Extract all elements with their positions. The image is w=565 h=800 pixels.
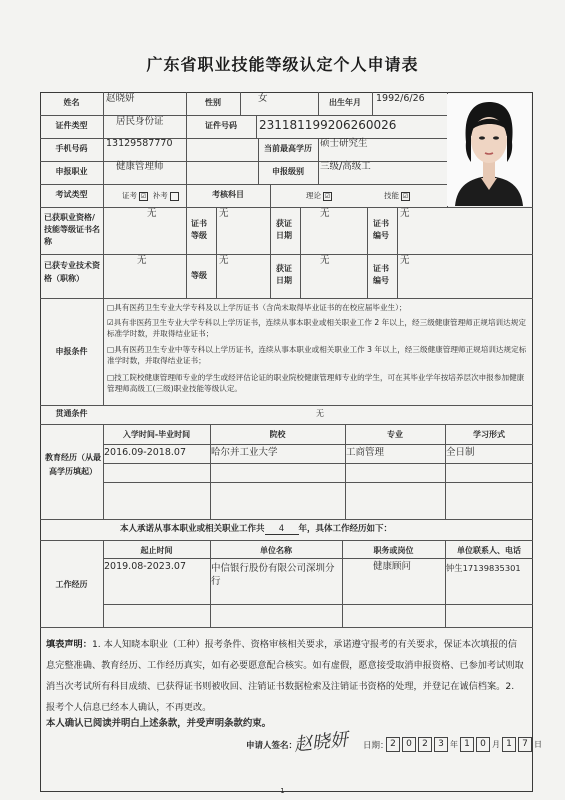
- birth-value: 1992/6/26: [376, 93, 425, 104]
- label-phone: 手机号码: [55, 144, 88, 153]
- edu-major-value: 工商管理: [346, 447, 385, 458]
- label-exam-type: 考试类型: [55, 190, 88, 199]
- edu-header-time: 入学时间-毕业时间: [122, 430, 191, 439]
- vq-level-value: 无: [219, 208, 229, 219]
- edu-header-school: 院校: [269, 430, 286, 439]
- tq-level-value: 无: [219, 255, 229, 266]
- work-header-time: 起止时间: [140, 546, 173, 555]
- label-issue-date: 获证日期: [276, 219, 292, 240]
- education-value: 硕士研究生: [320, 138, 368, 149]
- label-name: 姓名: [63, 98, 80, 107]
- vq-date-value: 无: [320, 208, 330, 219]
- condition-item-4: □技工院校健康管理师专业的学生或经评估论证的职业院校健康管理师专业的学生，可在其毕业学年按培养层次申报参加健康管理师高级工(三级)职业技能等级认定。: [107, 373, 525, 393]
- label-gender: 性别: [205, 98, 221, 107]
- label-birth: 出生年月: [329, 98, 361, 107]
- date-label: 日期：: [363, 741, 389, 751]
- label-edu-history: 教育经历（从最高学历填起）: [45, 453, 101, 476]
- label-penetration: 贯通条件: [55, 409, 88, 418]
- id-number-value: 231181199206260026: [259, 118, 397, 132]
- label-tq-cert: 已获专业技术资格（职称）: [44, 261, 100, 283]
- penetration-value: 无: [316, 409, 324, 418]
- work-years-line: 本人承诺从事本职业或相关职业工作共 4 年，具体工作经历如下：: [120, 524, 393, 534]
- tq-no-value: 无: [400, 255, 410, 266]
- skill-checkbox[interactable]: ☑: [402, 192, 409, 200]
- declaration-confirm: 本人确认已阅读并明白上述条款，并受声明条款约束。: [46, 718, 272, 729]
- exam-makeup-checkbox[interactable]: [170, 192, 179, 201]
- declaration-text: 填表声明：1. 本人知晓本职业（工种）报考条件、资格审核相关要求，承诺遵守报考的有关要求，保证本次填报的信息完整准确、教育经历、工作经历真实，如有必要愿意配合核实。如有虚假，愿意接受取消申报资格、已参加考试则取消当次考试所有科目成绩、已获得证书则被收回、注销证书数据检索及注销证书资格的处理，并登记在诚信档案。2. 报考个人信息已经本人确认，不再更改。: [46, 639, 524, 713]
- level-value: 三级/高级工: [320, 161, 371, 172]
- name-value: 赵晓妍: [106, 93, 135, 104]
- exam-cert-checkbox[interactable]: ☑: [140, 192, 147, 200]
- id-type-value: 居民身份证: [116, 116, 164, 127]
- label-conditions: 申报条件: [55, 347, 88, 356]
- work-header-company: 单位名称: [260, 546, 292, 555]
- exam-skill-option: 技能 ☑: [384, 191, 409, 200]
- label-cert-level: 证书等级: [191, 219, 207, 240]
- tq-date-value: 无: [320, 255, 330, 266]
- date-digit: 2: [386, 737, 400, 752]
- date-digit: 7: [518, 737, 532, 752]
- label-tq-level: 等级: [191, 271, 207, 280]
- theory-checkbox[interactable]: ☑: [324, 192, 331, 200]
- work-company-value: 中信银行股份有限公司深圳分行: [211, 563, 335, 587]
- label-id-type: 证件类型: [55, 121, 88, 130]
- date-digit: 1: [502, 737, 516, 752]
- condition-item-2: ☑具有非医药卫生专业大学专科以上学历证书，连续从事本职业或相关职业工作 2 年以上，经三级健康管理师正规培训达规定标准学时数，并取得结业证书；: [107, 318, 526, 338]
- label-work-history: 工作经历: [55, 580, 88, 589]
- phone-value: 13129587770: [106, 138, 173, 149]
- label-occupation: 申报职业: [55, 167, 88, 176]
- edu-header-major: 专业: [387, 430, 403, 439]
- applicant-photo: [447, 94, 531, 206]
- edu-header-mode: 学习形式: [473, 430, 505, 439]
- work-years-value: 4: [265, 524, 299, 535]
- label-education: 当前最高学历: [264, 144, 312, 153]
- tq-cert-value: 无: [137, 255, 147, 266]
- edu-school-value: 哈尔并工业大学: [211, 447, 278, 458]
- vq-no-value: 无: [400, 208, 410, 219]
- gender-value: 女: [258, 93, 268, 104]
- edu-time-value: 2016.09-2018.07: [104, 447, 186, 458]
- date-digit: 2: [418, 737, 432, 752]
- label-cert-no: 证书编号: [373, 219, 389, 240]
- work-contact-value: 钟生17139835301: [446, 563, 521, 573]
- condition-item-1: □具有医药卫生专业大学专科及以上学历证书（含尚未取得毕业证书的在校应届毕业生）；: [107, 303, 407, 312]
- date-digit: 0: [402, 737, 416, 752]
- sign-label: 申请人签名：: [246, 741, 298, 751]
- date-digit: 1: [460, 737, 474, 752]
- edu-mode-value: 全日制: [446, 447, 475, 458]
- vq-cert-value: 无: [147, 208, 157, 219]
- occupation-value: 健康管理师: [116, 161, 164, 172]
- form-title: 广东省职业技能等级认定个人申请表: [146, 55, 419, 74]
- label-exam-subject: 考核科目: [212, 190, 244, 199]
- label-id-number: 证件号码: [205, 121, 237, 130]
- exam-theory-option: 理论 ☑: [306, 191, 331, 200]
- work-header-contact: 单位联系人、电话: [457, 546, 521, 555]
- work-header-position: 职务或岗位: [373, 546, 414, 555]
- label-tq-date: 获证日期: [276, 264, 292, 285]
- applicant-signature: 赵晓妍: [292, 729, 349, 756]
- date-boxes: 2 0 2 3 年 1 0 月 1 7 日: [384, 737, 542, 752]
- date-digit: 0: [476, 737, 490, 752]
- page-number: 1: [280, 787, 285, 795]
- exam-type-options: 证考 ☑ 补考: [122, 191, 179, 201]
- label-level: 申报级别: [272, 167, 304, 176]
- condition-item-3: □具有医药卫生专业中等专科以上学历证书，连续从事本职业或相关职业工作 3 年以上，经三级健康管理师正规培训达规定标准学时数，并取得结业证书；: [107, 345, 527, 365]
- label-vq-cert: 已获职业资格/技能等级证书名称: [44, 213, 100, 246]
- date-digit: 3: [434, 737, 448, 752]
- work-time-value: 2019.08-2023.07: [104, 561, 186, 572]
- label-tq-no: 证书编号: [373, 264, 389, 285]
- work-position-value: 健康顾问: [373, 561, 412, 572]
